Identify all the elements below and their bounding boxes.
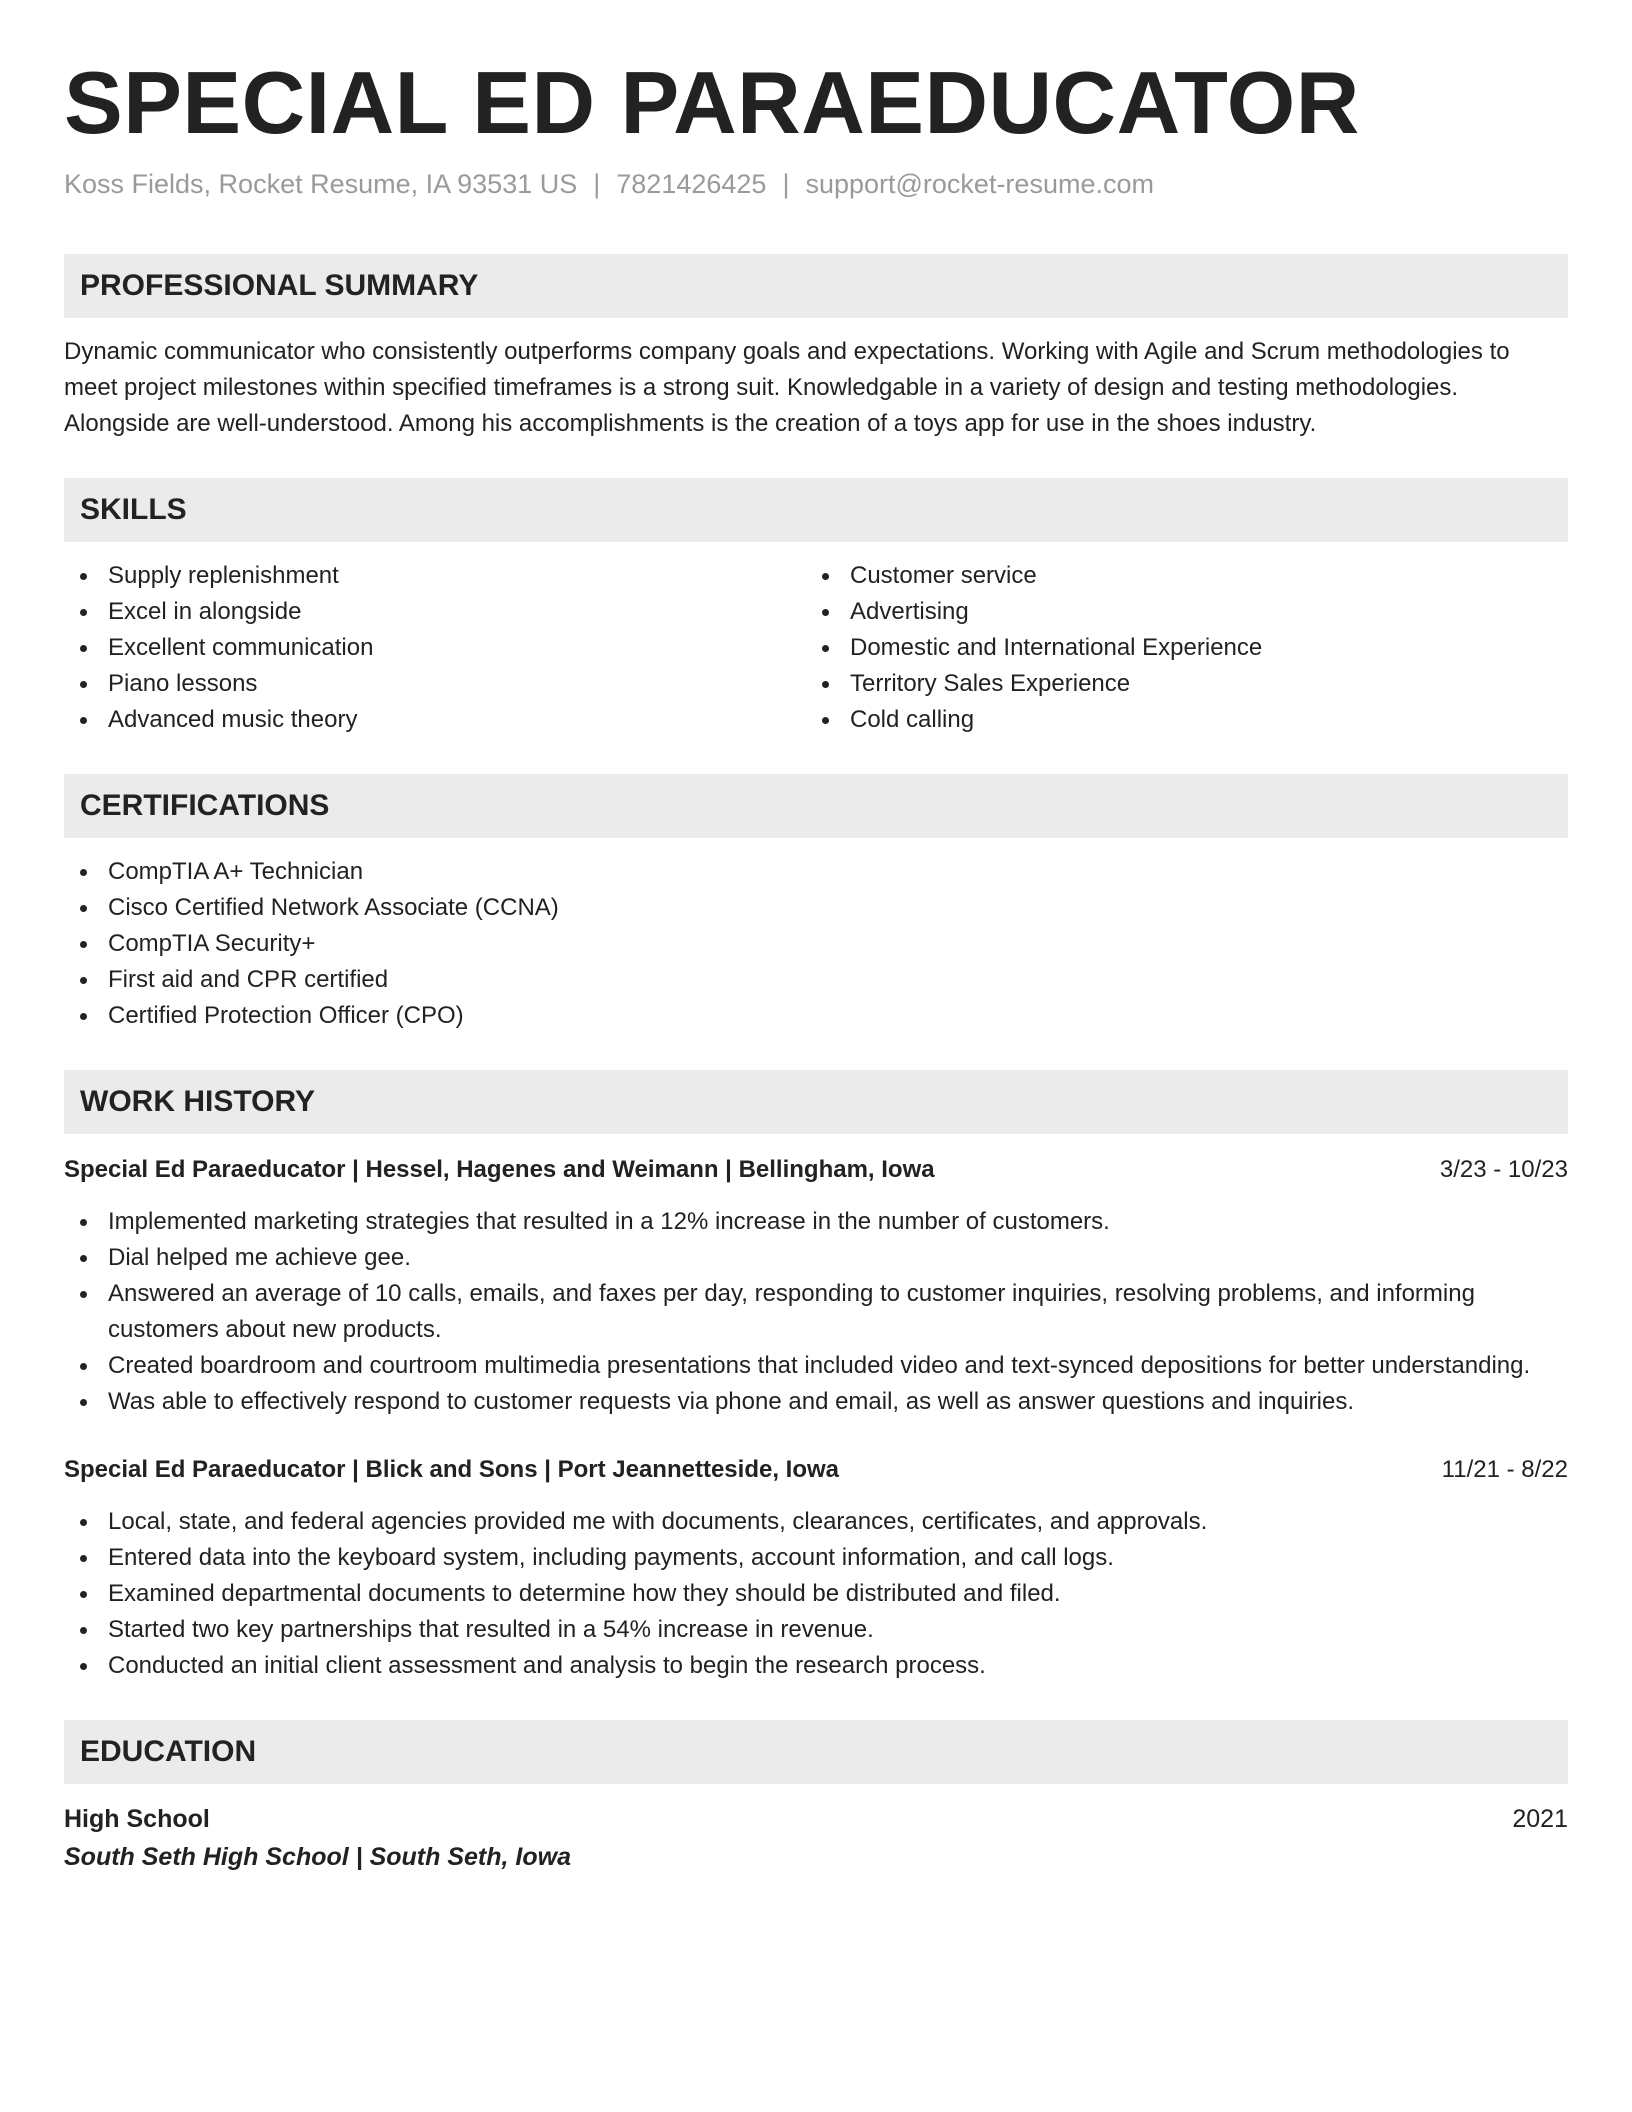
education-degree: High School <box>64 1805 210 1833</box>
job-bullet: Answered an average of 10 calls, emails, and faxes per day, responding to customer inquiries, resolving problems, and informing customers about new products. <box>64 1276 1568 1348</box>
skill-item: Supply replenishment <box>64 558 806 594</box>
skills-column-right <box>806 558 1548 738</box>
education-header <box>64 1800 1568 1838</box>
job-bullet: Local, state, and federal agencies provided me with documents, clearances, certificates, and approvals. <box>64 1504 1568 1540</box>
certification-item: CompTIA A+ Technician <box>64 854 1568 890</box>
skill-item: Piano lessons <box>64 666 806 702</box>
job-dates: 11/21 - 8/22 <box>1441 1456 1568 1483</box>
education-year: 2021 <box>1512 1805 1568 1833</box>
job-bullet: Conducted an initial client assessment and analysis to begin the research process. <box>64 1648 1568 1684</box>
job-bullets <box>64 1504 1568 1684</box>
job-bullet: Entered data into the keyboard system, including payments, account information, and call logs. <box>64 1540 1568 1576</box>
job-entry <box>64 1152 1568 1420</box>
certification-item: CompTIA Security+ <box>64 926 1568 962</box>
certification-item: First aid and CPR certified <box>64 962 1568 998</box>
contact-address: Koss Fields, Rocket Resume, IA 93531 US <box>64 169 578 199</box>
contact-separator: | <box>593 169 601 199</box>
job-header <box>64 1452 1568 1488</box>
contact-separator: | <box>782 169 790 199</box>
certification-item: Cisco Certified Network Associate (CCNA) <box>64 890 1568 926</box>
job-title: Special Ed Paraeducator | Blick and Sons | Port Jeannetteside, Iowa <box>64 1456 840 1483</box>
section-heading-education: EDUCATION <box>64 1720 1568 1784</box>
job-title: Special Ed Paraeducator | Hessel, Hagenes and Weimann | Bellingham, Iowa <box>64 1156 935 1183</box>
skills-list <box>64 558 1568 738</box>
job-header <box>64 1152 1568 1188</box>
job-bullet: Was able to effectively respond to customer requests via phone and email, as well as answer questions and inquiries. <box>64 1384 1568 1420</box>
resume-title: SPECIAL ED PARAEDUCATOR <box>64 53 1360 152</box>
job-bullet: Implemented marketing strategies that resulted in a 12% increase in the number of customers. <box>64 1204 1568 1240</box>
section-heading-skills: SKILLS <box>64 478 1568 542</box>
contact-line <box>64 166 1568 202</box>
section-heading-certifications: CERTIFICATIONS <box>64 774 1568 838</box>
resume-page <box>64 48 1568 1876</box>
contact-email: support@rocket-resume.com <box>805 169 1154 199</box>
skill-item: Excel in alongside <box>64 594 806 630</box>
job-bullet: Started two key partnerships that resulted in a 54% increase in revenue. <box>64 1612 1568 1648</box>
job-bullet: Examined departmental documents to determine how they should be distributed and filed. <box>64 1576 1568 1612</box>
job-entry <box>64 1452 1568 1684</box>
skill-item: Cold calling <box>806 702 1548 738</box>
education-school: South Seth High School | South Seth, Iowa <box>64 1843 571 1871</box>
skill-item: Excellent communication <box>64 630 806 666</box>
certification-item: Certified Protection Officer (CPO) <box>64 998 1568 1034</box>
section-heading-work-history: WORK HISTORY <box>64 1070 1568 1134</box>
skill-item: Advanced music theory <box>64 702 806 738</box>
job-bullet: Created boardroom and courtroom multimedia presentations that included video and text-synced depositions for better understanding. <box>64 1348 1568 1384</box>
contact-phone: 7821426425 <box>616 169 767 199</box>
summary-text: Dynamic communicator who consistently outperforms company goals and expectations. Working with Agile and Scrum methodologies to meet project milestones within specified timeframes is a strong suit. Knowledgable in a variety of design and testing methodologies. Alongside are well-understood. Among his accomplishments is the creation of a toys app for use in the shoes industry. <box>64 338 1510 437</box>
job-dates: 3/23 - 10/23 <box>1439 1156 1568 1183</box>
skill-item: Customer service <box>806 558 1548 594</box>
skill-item: Domestic and International Experience <box>806 630 1548 666</box>
education-entry <box>64 1800 1568 1876</box>
section-heading-summary: PROFESSIONAL SUMMARY <box>64 254 1568 318</box>
certifications-list <box>64 854 1568 1034</box>
skill-item: Territory Sales Experience <box>806 666 1548 702</box>
skills-column-left <box>64 558 806 738</box>
skill-item: Advertising <box>806 594 1548 630</box>
job-bullet: Dial helped me achieve gee. <box>64 1240 1568 1276</box>
job-bullets <box>64 1204 1568 1420</box>
